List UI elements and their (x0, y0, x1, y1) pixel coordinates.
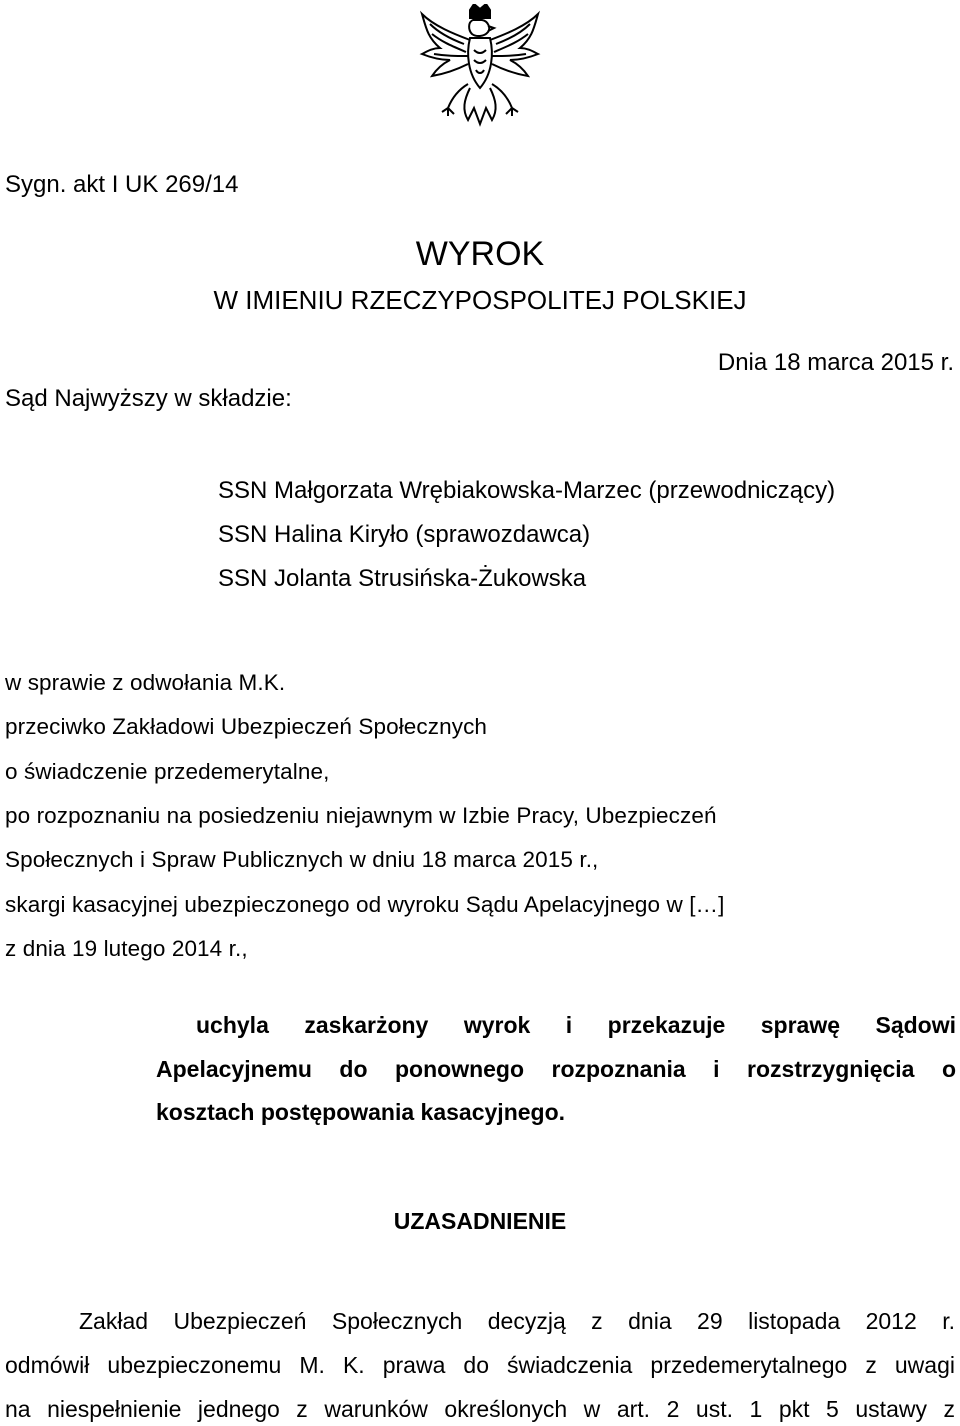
document-subtitle: W IMIENIU RZECZYPOSPOLITEJ POLSKIEJ (213, 285, 747, 315)
judge-rapporteur: SSN Halina Kiryło (sprawozdawca) (218, 521, 591, 548)
judgment-date: Dnia 18 marca 2015 r. (717, 349, 954, 376)
court-composition-intro: Sąd Najwyższy w składzie: (5, 385, 292, 412)
judge-member: SSN Jolanta Strusińska-Żukowska (218, 565, 587, 592)
case-line: z dnia 19 lutego 2014 r., (5, 936, 248, 961)
justification-line: na niespełnienie jednego z warunków określonych w art. 2 ust. 1 pkt 5 ustawy z (5, 1396, 955, 1422)
case-line: przeciwko Zakładowi Ubezpieczeń Społecznych (5, 714, 488, 739)
case-line: w sprawie z odwołania M.K. (5, 670, 286, 695)
case-line: po rozpoznaniu na posiedzeniu niejawnym w Izbie Pracy, Ubezpieczeń (5, 803, 717, 828)
justification-heading: UZASADNIENIE (393, 1208, 567, 1234)
justification-line: odmówił ubezpieczonemu M. K. prawa do świadczenia przedemerytalnego z uwagi (5, 1352, 955, 1378)
case-signature: Sygn. akt I UK 269/14 (5, 171, 239, 198)
verdict-line: uchyla zaskarżony wyrok i przekazuje sprawę Sądowi (196, 1012, 956, 1038)
case-line: o świadczenie przedemerytalne, (5, 759, 330, 784)
case-line: skargi kasacyjnej ubezpieczonego od wyroku Sądu Apelacyjnego w […] (5, 892, 725, 917)
verdict-line: kosztach postępowania kasacyjnego. (156, 1099, 566, 1125)
judge-presiding: SSN Małgorzata Wrębiakowska-Marzec (przewodniczący) (218, 477, 836, 504)
document-title: WYROK (415, 235, 545, 273)
justification-line: Zakład Ubezpieczeń Społecznych decyzją z dnia 29 listopada 2012 r. (79, 1308, 955, 1334)
verdict-line: Apelacyjnemu do ponownego rozpoznania i rozstrzygnięcia o (156, 1056, 956, 1082)
case-line: Społecznych i Spraw Publicznych w dniu 18 marca 2015 r., (5, 847, 599, 872)
polish-eagle-emblem-icon (418, 4, 542, 132)
